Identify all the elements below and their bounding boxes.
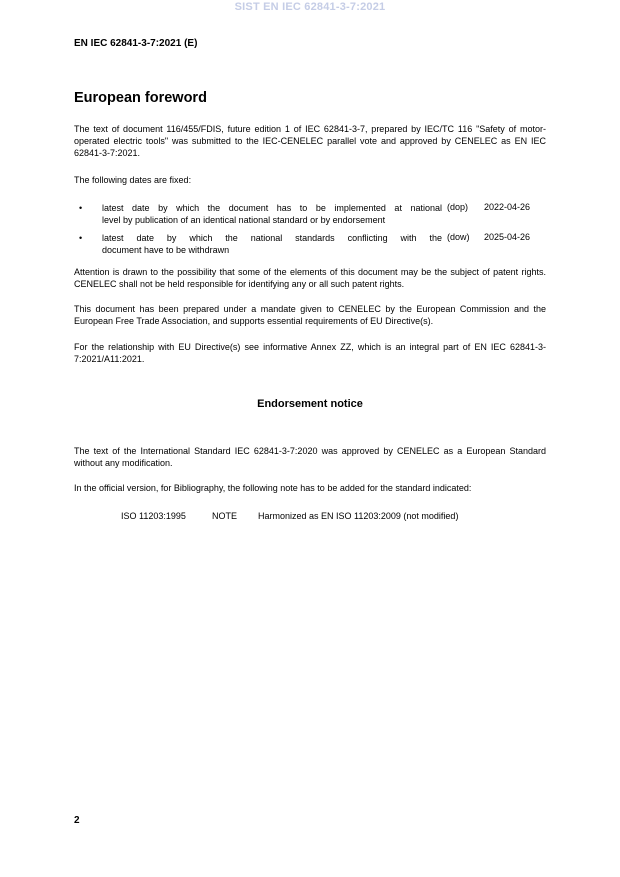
mandate-paragraph: This document has been prepared under a mandate given to CENELEC by the European Commission and the European Free Trade Association, and supports essential requirements of EU Directive(s).	[74, 304, 546, 326]
date-description	[102, 232, 442, 256]
attention-paragraph: Attention is drawn to the possibility that some of the elements of this document may be the subject of patent rights. CENELEC shall not be held responsible for identifying any or all such patent rights.	[74, 267, 546, 289]
foreword-paragraph: The text of document 116/455/FDIS, future edition 1 of IEC 62841-3-7, prepared by IEC/TC 116 "Safety of motor-operated electric tools" was submitted to the IEC-CENELEC parallel vote and approved by CENELEC as EN IEC 62841-3-7:2021.	[74, 124, 546, 158]
relationship-paragraph: For the relationship with EU Directive(s) see informative Annex ZZ, which is an integral part of EN IEC 62841-3-7:2021/A11:2021.	[74, 342, 546, 364]
date-description-line: latest date by which the document has to be implemented at national	[102, 203, 442, 213]
date-code: (dop)	[447, 202, 469, 212]
dates-intro: The following dates are fixed:	[74, 175, 192, 185]
note-standard: ISO 11203:1995	[121, 511, 186, 521]
date-description-line: latest date by which the national standards conflicting with the	[102, 233, 442, 243]
date-value: 2025-04-26	[484, 232, 531, 242]
bullet-marker: •	[79, 233, 83, 243]
date-description-line: document have to be withdrawn	[102, 245, 230, 255]
date-description	[102, 202, 442, 226]
date-description-line: level by publication of an identical national standard or by endorsement	[102, 215, 386, 225]
endorsement-paragraph: The text of the International Standard IEC 62841-3-7:2020 was approved by CENELEC as a European Standard without any modification.	[74, 446, 546, 468]
watermark: SIST EN IEC 62841-3-7:2021	[234, 1, 386, 13]
bullet-marker: •	[79, 203, 83, 213]
endorsement-heading: Endorsement notice	[257, 398, 363, 410]
note-label: NOTE	[212, 511, 238, 521]
page-number: 2	[74, 815, 80, 826]
document-identifier: EN IEC 62841-3-7:2021 (E)	[74, 38, 198, 49]
date-value: 2022-04-26	[484, 202, 531, 212]
foreword-heading: European foreword	[74, 90, 207, 106]
note-text: Harmonized as EN ISO 11203:2009 (not modified)	[258, 511, 459, 521]
bibliography-paragraph: In the official version, for Bibliography, the following note has to be added for the standard indicated:	[74, 483, 472, 493]
date-code: (dow)	[447, 232, 470, 242]
